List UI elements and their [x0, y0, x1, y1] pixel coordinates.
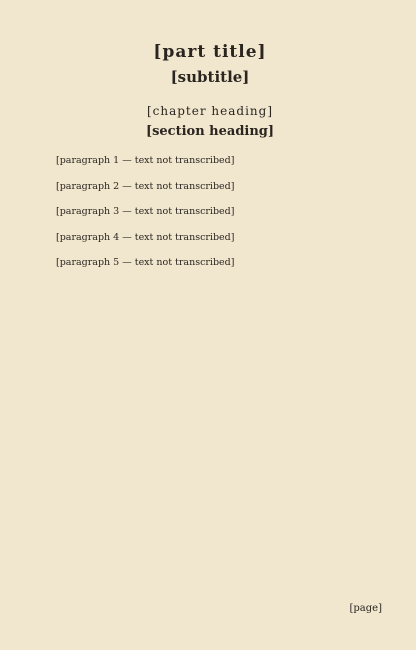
- page-number: [page]: [349, 603, 382, 614]
- part-title: [part title]: [153, 42, 267, 62]
- paragraph-3: [paragraph 3 — text not transcribed]: [56, 206, 235, 217]
- chapter-heading: [chapter heading]: [146, 104, 274, 118]
- paragraph-1: [paragraph 1 — text not transcribed]: [56, 155, 235, 166]
- sub-title: [subtitle]: [170, 68, 250, 86]
- section-heading: [section heading]: [145, 124, 275, 139]
- paragraph-4: [paragraph 4 — text not transcribed]: [56, 231, 235, 243]
- paragraph-2: [paragraph 2 — text not transcribed]: [56, 180, 235, 192]
- paragraph-5: [paragraph 5 — text not transcribed]: [56, 257, 235, 268]
